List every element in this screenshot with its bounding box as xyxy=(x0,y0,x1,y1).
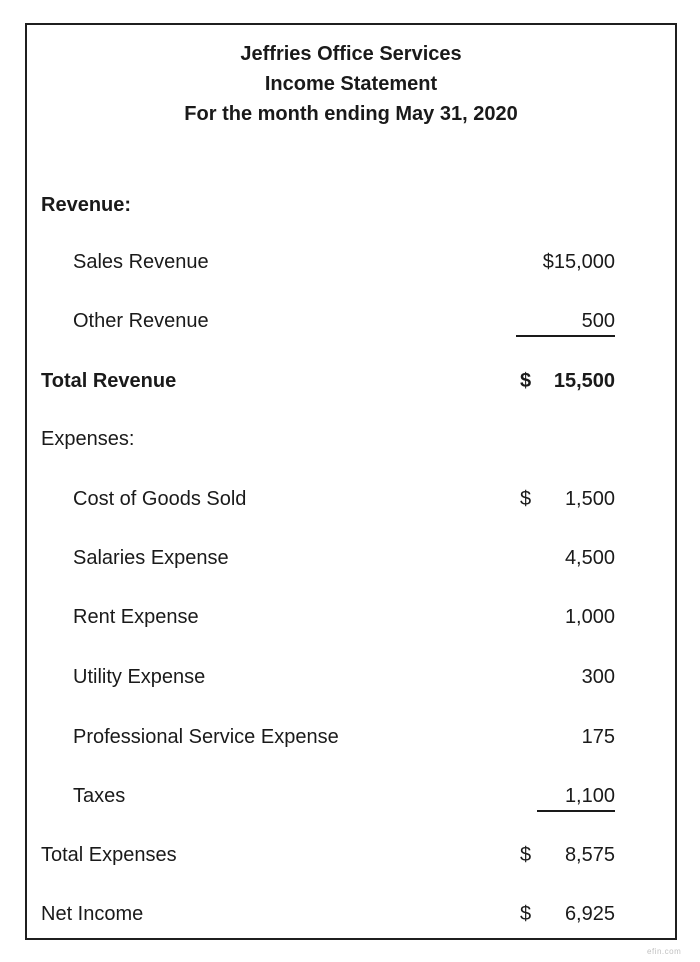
row-amount: 6,925 xyxy=(564,903,615,925)
row-label: Net Income xyxy=(41,903,144,925)
row-salaries-expense xyxy=(27,546,675,572)
row-sales-revenue xyxy=(27,250,675,276)
row-amount: 1,000 xyxy=(564,606,615,628)
row-other-revenue xyxy=(27,309,675,335)
title-company-name: Jeffries Office Services xyxy=(240,43,462,65)
currency-symbol: $ xyxy=(520,488,532,510)
row-professional-service-expense xyxy=(27,725,675,751)
row-amount-group xyxy=(520,369,615,393)
row-revenue-header xyxy=(27,193,675,219)
row-label: Taxes xyxy=(73,785,126,807)
row-amount-group xyxy=(520,843,615,867)
row-label: Total Revenue xyxy=(41,370,177,392)
row-amount: 4,500 xyxy=(564,547,615,569)
row-amount: 1,500 xyxy=(564,488,615,510)
row-label: Salaries Expense xyxy=(73,547,229,569)
row-label: Other Revenue xyxy=(73,310,209,332)
row-utility-expense xyxy=(27,665,675,691)
row-total-expenses xyxy=(27,843,675,869)
currency-symbol: $ xyxy=(520,844,532,866)
row-amount-underlined xyxy=(516,309,615,337)
title-period: For the month ending May 31, 2020 xyxy=(184,103,518,125)
row-net-income xyxy=(27,902,675,928)
row-label: Professional Service Expense xyxy=(73,726,339,748)
row-amount: 1,100 xyxy=(564,785,615,807)
row-rent-expense xyxy=(27,605,675,631)
statement-sheet xyxy=(25,23,677,940)
row-amount: $15,000 xyxy=(542,251,615,273)
row-label: Rent Expense xyxy=(73,606,199,628)
row-amount: 8,575 xyxy=(564,844,615,866)
row-total-revenue xyxy=(27,369,675,395)
row-label: Cost of Goods Sold xyxy=(73,488,247,510)
row-amount-group xyxy=(520,487,615,511)
row-amount: 500 xyxy=(581,310,615,332)
row-amount-group xyxy=(520,902,615,926)
row-label: Sales Revenue xyxy=(73,251,209,273)
row-amount: 300 xyxy=(581,666,615,688)
row-cost-of-goods-sold xyxy=(27,487,675,513)
row-label: Total Expenses xyxy=(41,844,177,866)
row-taxes xyxy=(27,784,675,810)
row-label: Utility Expense xyxy=(73,666,206,688)
row-label: Revenue: xyxy=(41,194,132,216)
watermark: efin.com xyxy=(647,947,682,956)
currency-symbol: $ xyxy=(520,903,532,925)
row-amount: 15,500 xyxy=(553,370,615,392)
row-label: Expenses: xyxy=(41,428,135,450)
currency-symbol: $ xyxy=(520,370,532,392)
statement-title xyxy=(27,39,675,129)
row-amount-underlined xyxy=(537,784,615,812)
row-expenses-header xyxy=(27,427,675,453)
row-amount: 175 xyxy=(581,726,615,748)
title-statement-type: Income Statement xyxy=(264,73,438,95)
